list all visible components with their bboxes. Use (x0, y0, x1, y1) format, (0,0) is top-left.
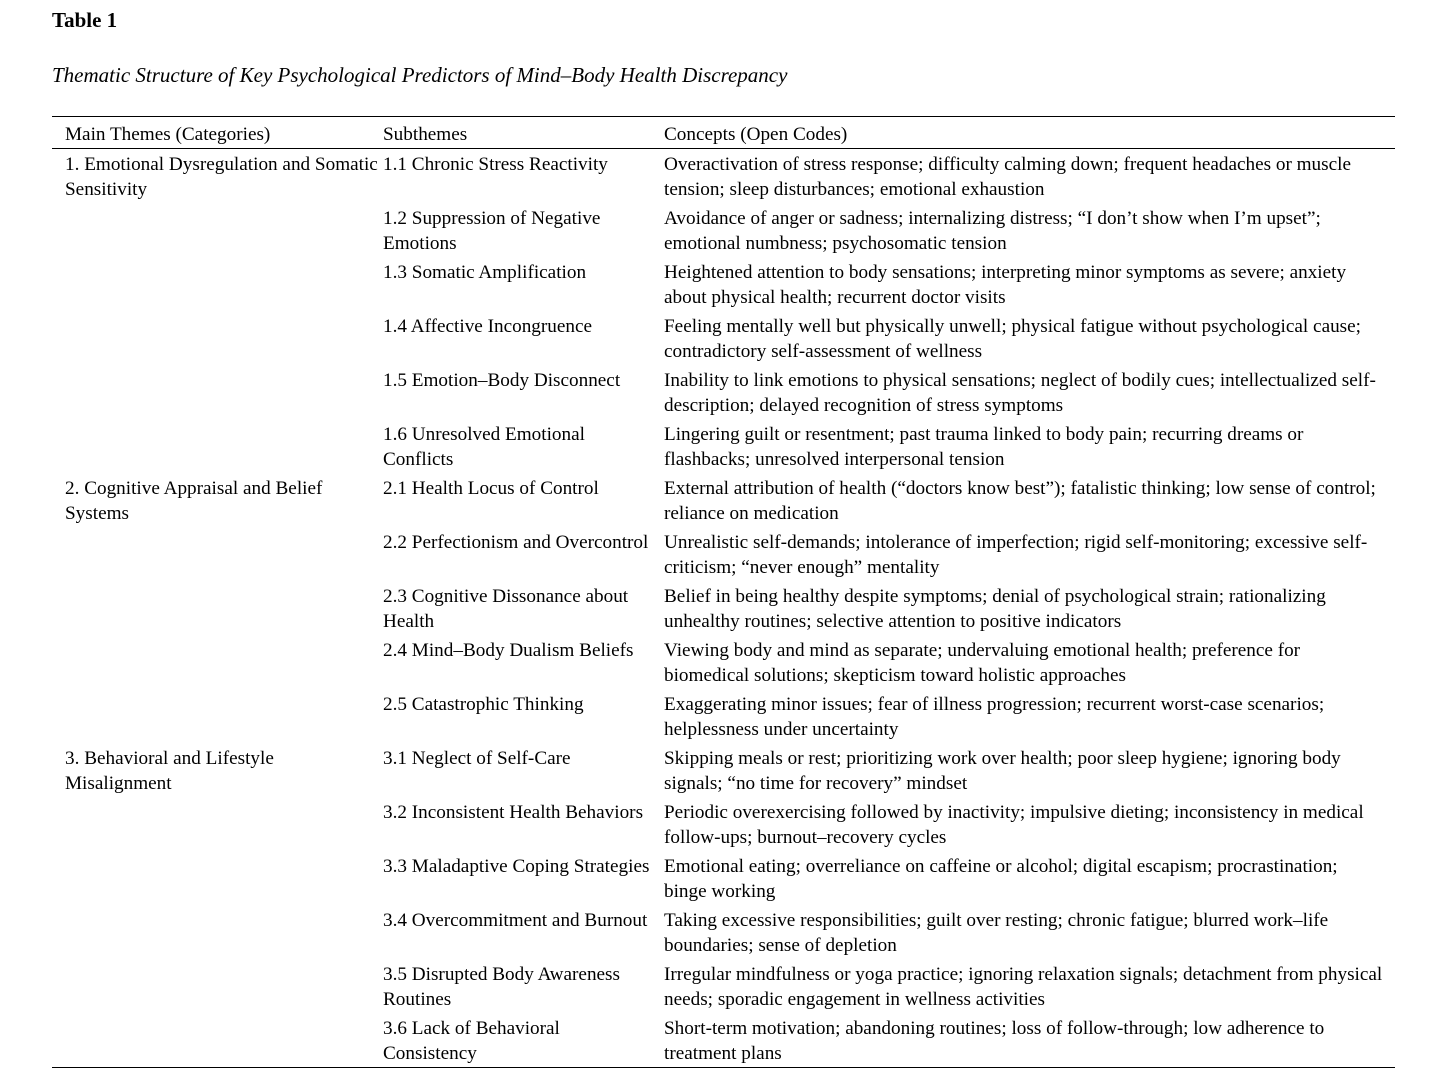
table-row (52, 689, 1395, 743)
cell-main-theme (52, 527, 383, 581)
cell-subtheme: 3.2 Inconsistent Health Behaviors (383, 802, 644, 823)
cell-main-theme (52, 581, 383, 635)
header-main-themes: Main Themes (Categories) (65, 124, 271, 145)
table-row (52, 905, 1395, 959)
table-row (52, 419, 1395, 473)
cell-main-theme (52, 959, 383, 1013)
cell-concepts: Heightened attention to body sensations; interpreting minor symptoms as severe; anxiety about physical health; recurrent doctor visits (664, 262, 1347, 308)
cell-main-theme (52, 1013, 383, 1068)
table-body (52, 149, 1395, 1068)
table-row (52, 365, 1395, 419)
table-row (52, 311, 1395, 365)
cell-subtheme: 1.5 Emotion–Body Disconnect (383, 370, 621, 391)
cell-main-theme (52, 203, 383, 257)
cell-main-theme (52, 365, 383, 419)
table-caption: Thematic Structure of Key Psychological Predictors of Mind–Body Health Discrepancy (52, 63, 788, 87)
table-row (52, 473, 1395, 527)
table-row (52, 1013, 1395, 1068)
cell-subtheme: 3.5 Disrupted Body Awareness Routines (383, 964, 620, 1010)
cell-subtheme: 3.3 Maladaptive Coping Strategies (383, 856, 650, 877)
cell-subtheme: 2.1 Health Locus of Control (383, 478, 599, 499)
cell-concepts: Viewing body and mind as separate; undervaluing emotional health; preference for biomedical solutions; skepticism toward holistic approaches (664, 640, 1301, 686)
cell-main-theme (52, 311, 383, 365)
table-label: Table 1 (52, 8, 118, 32)
cell-concepts: Belief in being healthy despite symptoms; denial of psychological strain; rationalizing unhealthy routines; selective attention to positive indicators (664, 586, 1326, 632)
cell-main-theme: 1. Emotional Dysregulation and Somatic Sensitivity (65, 154, 378, 200)
header-concepts: Concepts (Open Codes) (664, 124, 848, 145)
cell-subtheme: 2.3 Cognitive Dissonance about Health (383, 586, 629, 632)
table-row (52, 149, 1395, 204)
table-row (52, 203, 1395, 257)
cell-concepts: Emotional eating; overreliance on caffeine or alcohol; digital escapism; procrastination; binge working (664, 856, 1338, 902)
table-row (52, 797, 1395, 851)
cell-subtheme: 3.4 Overcommitment and Burnout (383, 910, 648, 931)
cell-subtheme: 3.1 Neglect of Self-Care (383, 748, 571, 769)
cell-subtheme: 1.2 Suppression of Negative Emotions (383, 208, 601, 254)
cell-main-theme (52, 257, 383, 311)
cell-concepts: External attribution of health (“doctors know best”); fatalistic thinking; low sense of control; reliance on medication (664, 478, 1376, 524)
table-row (52, 527, 1395, 581)
table-row (52, 257, 1395, 311)
cell-subtheme: 1.3 Somatic Amplification (383, 262, 587, 283)
cell-concepts: Overactivation of stress response; difficulty calming down; frequent headaches or muscle tension; sleep disturbances; emotional exhaustion (664, 154, 1351, 200)
cell-main-theme (52, 905, 383, 959)
cell-subtheme: 1.4 Affective Incongruence (383, 316, 593, 337)
cell-main-theme (52, 689, 383, 743)
cell-main-theme (52, 851, 383, 905)
table-row (52, 581, 1395, 635)
cell-subtheme: 2.5 Catastrophic Thinking (383, 694, 584, 715)
cell-concepts: Irregular mindfulness or yoga practice; ignoring relaxation signals; detachment from physical needs; sporadic engagement in wellness activities (664, 964, 1383, 1010)
cell-subtheme: 3.6 Lack of Behavioral Consistency (383, 1018, 560, 1064)
table-row (52, 635, 1395, 689)
cell-subtheme: 2.4 Mind–Body Dualism Beliefs (383, 640, 634, 661)
cell-subtheme: 2.2 Perfectionism and Overcontrol (383, 532, 649, 553)
cell-concepts: Unrealistic self-demands; intolerance of imperfection; rigid self-monitoring; excessive self-criticism; “never enough” mentality (664, 532, 1368, 578)
thematic-structure-table (52, 116, 1395, 1068)
cell-concepts: Taking excessive responsibilities; guilt over resting; chronic fatigue; blurred work–life boundaries; sense of depletion (664, 910, 1329, 956)
cell-concepts: Skipping meals or rest; prioritizing work over health; poor sleep hygiene; ignoring body signals; “no time for recovery” mindset (664, 748, 1341, 794)
cell-concepts: Inability to link emotions to physical sensations; neglect of bodily cues; intellectualized self-description; delayed recognition of stress symptoms (664, 370, 1376, 416)
cell-main-theme (52, 635, 383, 689)
table-row (52, 851, 1395, 905)
cell-concepts: Exaggerating minor issues; fear of illness progression; recurrent worst-case scenarios; helplessness under uncertainty (664, 694, 1325, 740)
cell-subtheme: 1.1 Chronic Stress Reactivity (383, 154, 608, 175)
cell-subtheme: 1.6 Unresolved Emotional Conflicts (383, 424, 585, 470)
cell-concepts: Feeling mentally well but physically unwell; physical fatigue without psychological cause; contradictory self-assessment of wellness (664, 316, 1361, 362)
table-row (52, 743, 1395, 797)
cell-main-theme: 2. Cognitive Appraisal and Belief Systems (65, 478, 323, 524)
table-header-row (52, 117, 1395, 149)
cell-concepts: Lingering guilt or resentment; past trauma linked to body pain; recurring dreams or flashbacks; unresolved interpersonal tension (664, 424, 1304, 470)
cell-main-theme (52, 797, 383, 851)
table-row (52, 959, 1395, 1013)
cell-concepts: Avoidance of anger or sadness; internalizing distress; “I don’t show when I’m upset”; emotional numbness; psychosomatic tension (664, 208, 1321, 254)
cell-concepts: Periodic overexercising followed by inactivity; impulsive dieting; inconsistency in medical follow-ups; burnout–recovery cycles (664, 802, 1364, 848)
header-subthemes: Subthemes (383, 124, 468, 145)
cell-main-theme: 3. Behavioral and Lifestyle Misalignment (65, 748, 274, 794)
cell-concepts: Short-term motivation; abandoning routines; loss of follow-through; low adherence to treatment plans (664, 1018, 1325, 1064)
cell-main-theme (52, 419, 383, 473)
